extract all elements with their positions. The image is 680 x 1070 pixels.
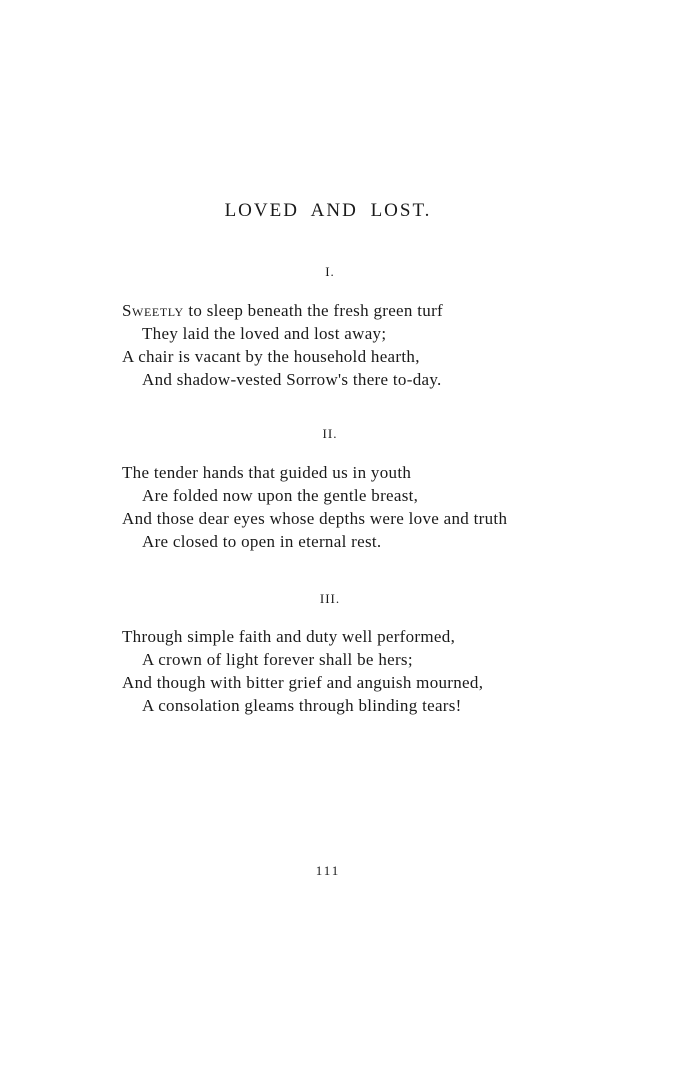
stanza-number-2: II.	[322, 426, 338, 441]
stanza-2	[122, 461, 662, 553]
poem-line: A consolation gleams through blinding tears!	[142, 696, 462, 715]
poem-line: A chair is vacant by the household hearth,	[122, 347, 420, 366]
poem-line: And though with bitter grief and anguish mourned,	[122, 673, 484, 692]
drop-word: Sweetly	[122, 301, 184, 320]
poem-line	[122, 299, 662, 322]
poem-line: Are folded now upon the gentle breast,	[142, 486, 419, 505]
poem-title: LOVED AND LOST.	[224, 200, 432, 221]
page-number: 111	[315, 863, 341, 878]
poem-line: The tender hands that guided us in youth	[122, 463, 412, 482]
line-text: to sleep beneath the fresh green turf	[183, 301, 443, 320]
stanza-3	[122, 625, 662, 717]
poem-line: Through simple faith and duty well performed,	[122, 627, 456, 646]
stanza-number-3: III.	[319, 591, 341, 606]
poem-line: And those dear eyes whose depths were love and truth	[122, 509, 508, 528]
stanza-number-1: I.	[325, 264, 335, 279]
poem-line: They laid the loved and lost away;	[142, 324, 387, 343]
poem-line: A crown of light forever shall be hers;	[142, 650, 413, 669]
poem-line: Are closed to open in eternal rest.	[142, 532, 382, 551]
stanza-1	[122, 299, 662, 391]
poem-line: And shadow-vested Sorrow's there to-day.	[142, 370, 442, 389]
